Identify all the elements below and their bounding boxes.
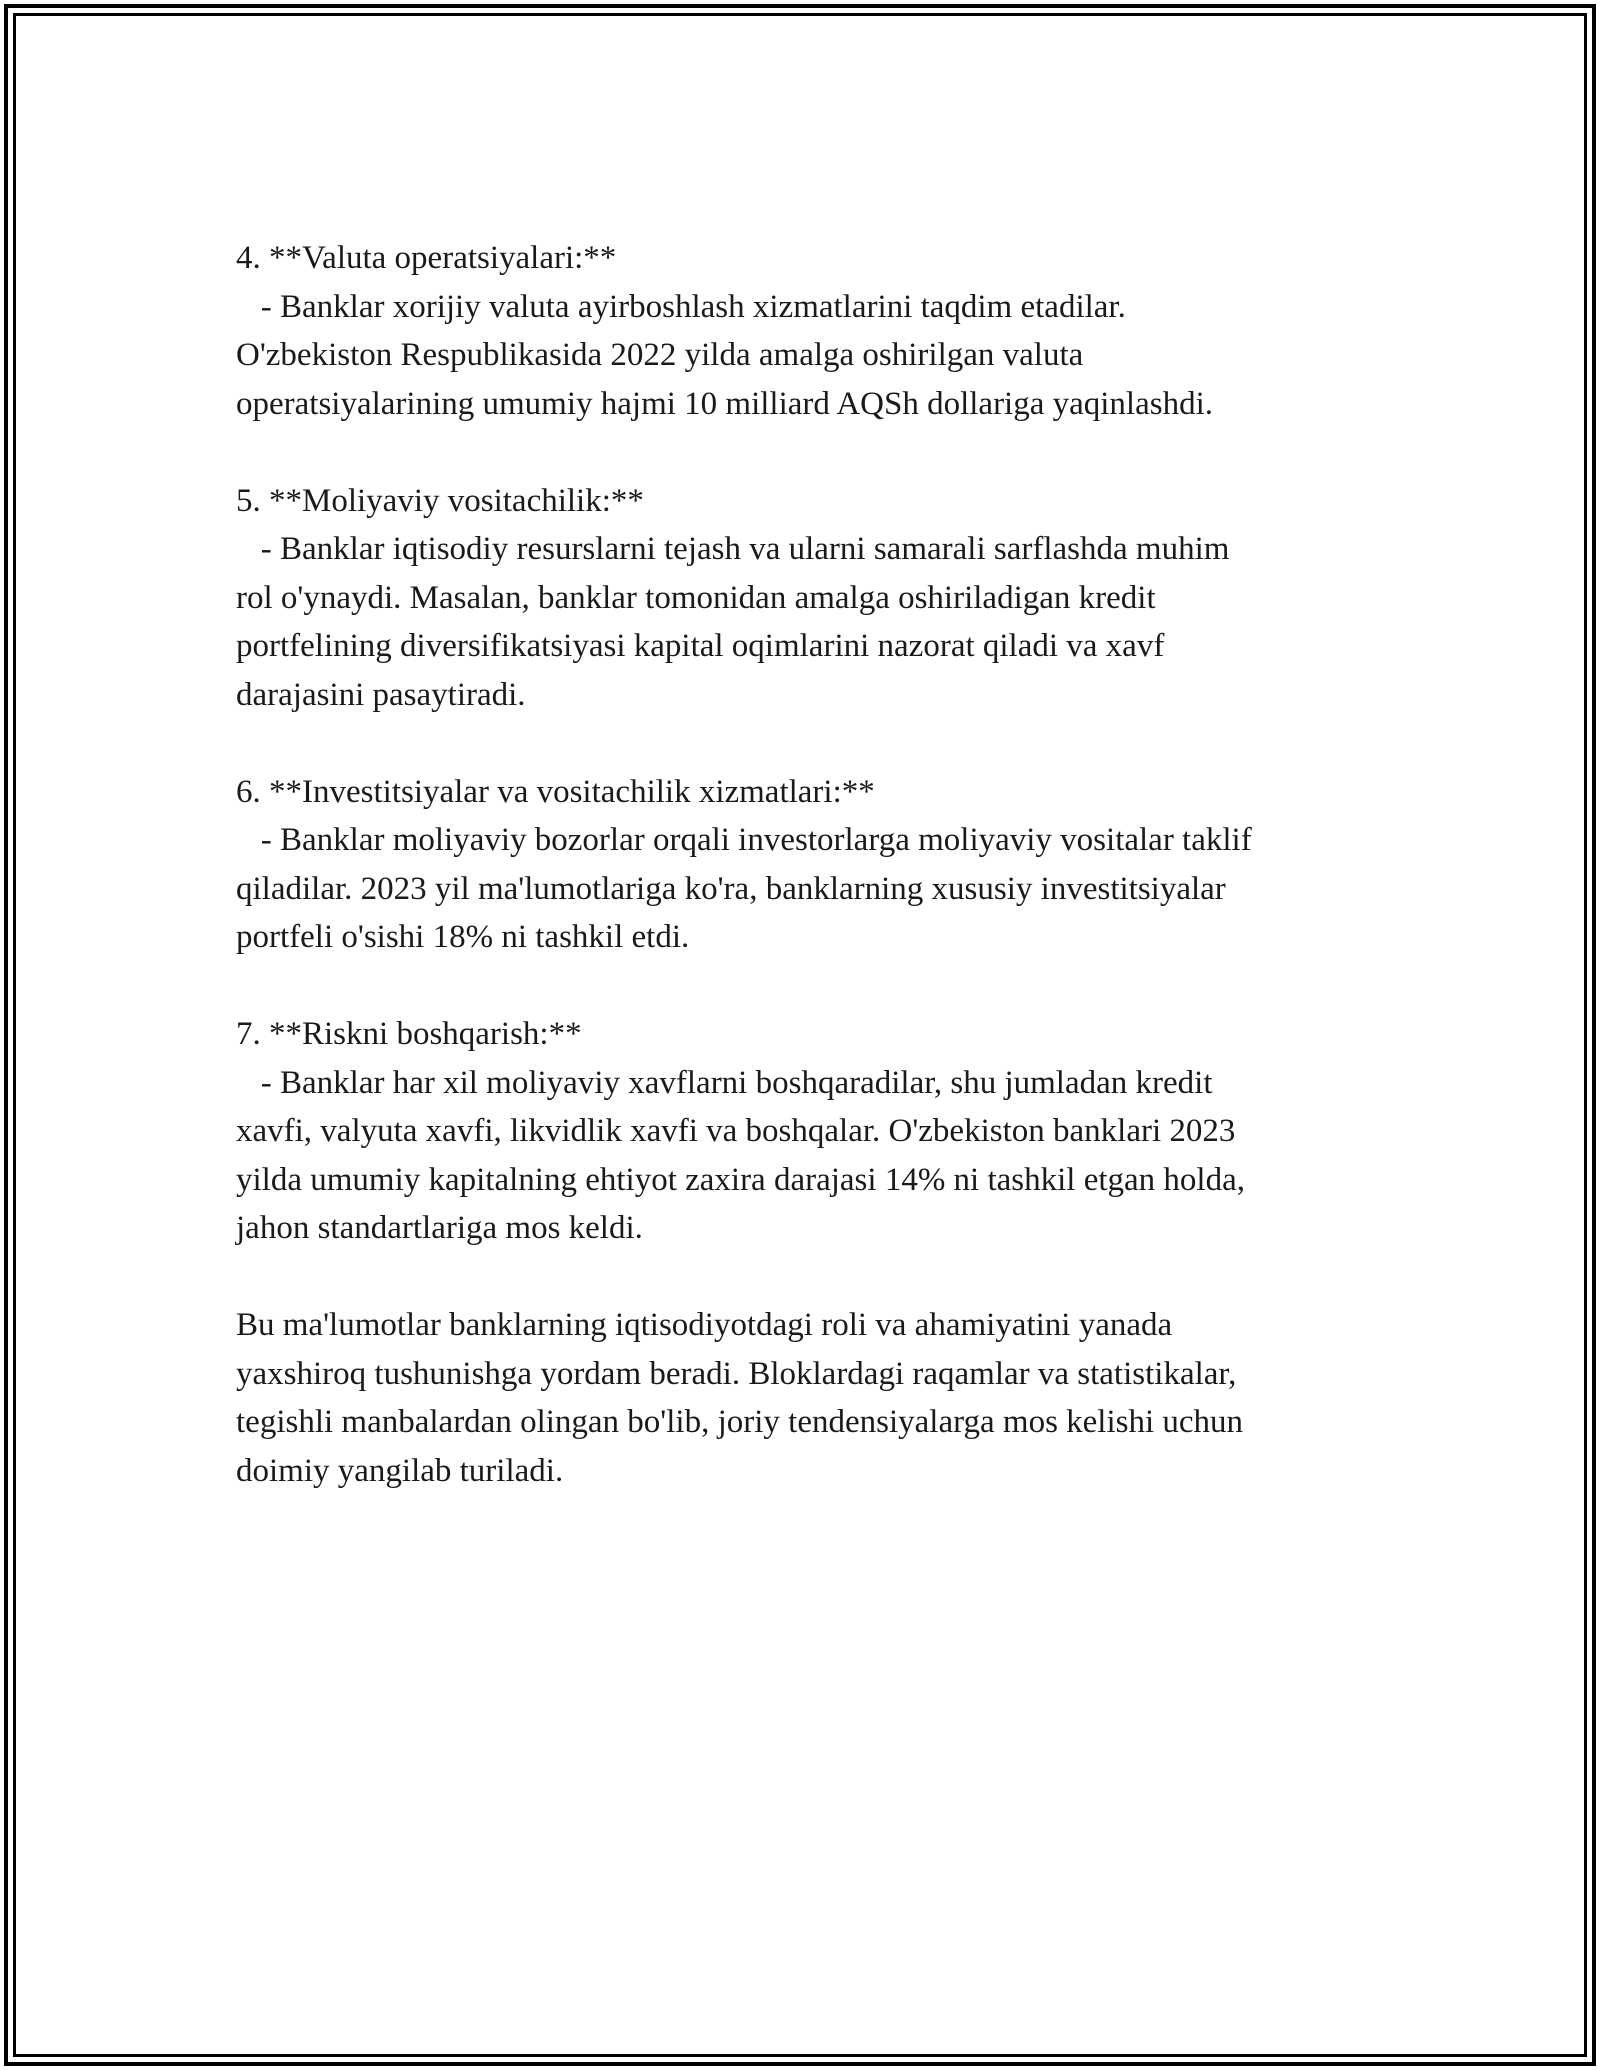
section-heading: 4. **Valuta operatsiyalari:** — [236, 240, 617, 276]
conclusion-paragraph — [236, 1301, 1386, 1495]
document-body — [236, 234, 1386, 1544]
section-heading: 7. **Riskni boshqarish:** — [236, 1016, 582, 1052]
paragraph-line: portfeli o'sishi 18% ni tashkil etdi. — [236, 919, 690, 955]
paragraph-line: yaxshiroq tushunishga yordam beradi. Bloklardagi raqamlar va statistikalar, — [236, 1355, 1237, 1392]
paragraph-line: Bu ma'lumotlar banklarning iqtisodiyotdagi roli va ahamiyatini yanada — [236, 1307, 1173, 1343]
paragraph-line: - Banklar xorijiy valuta ayirboshlash xizmatlarini taqdim etadilar. — [236, 288, 1126, 325]
paragraph-line: operatsiyalarining umumiy hajmi 10 milliard AQSh dollariga yaqinlashdi. — [236, 385, 1214, 422]
paragraph-line: - Banklar har xil moliyaviy xavflarni boshqaradilar, shu jumladan kredit — [236, 1064, 1213, 1101]
paragraph-line: - Banklar iqtisodiy resurslarni tejash va ularni samarali sarflashda muhim — [236, 531, 1230, 567]
section-valuta-operatsiyalari — [236, 234, 1386, 428]
paragraph-line: yilda umumiy kapitalning ehtiyot zaxira darajasi 14% ni tashkil etgan holda, — [236, 1161, 1245, 1198]
paragraph-line: rol o'ynaydi. Masalan, banklar tomonidan amalga oshiriladigan kredit — [236, 579, 1156, 616]
section-heading: 6. **Investitsiyalar va vositachilik xizmatlari:** — [236, 773, 875, 810]
section-investitsiyalar — [236, 768, 1386, 962]
paragraph-line: - Banklar moliyaviy bozorlar orqali investorlarga moliyaviy vositalar taklif — [236, 822, 1252, 858]
paragraph-line: xavfi, valyuta xavfi, likvidlik xavfi va boshqalar. O'zbekiston banklari 2023 — [236, 1113, 1236, 1149]
section-moliyaviy-vositachilik — [236, 477, 1386, 720]
section-heading: 5. **Moliyaviy vositachilik:** — [236, 482, 644, 519]
paragraph-line: portfelining diversifikatsiyasi kapital oqimlarini nazorat qiladi va xavf — [236, 628, 1165, 664]
paragraph-line: O'zbekiston Respublikasida 2022 yilda amalga oshirilgan valuta — [236, 337, 1084, 373]
paragraph-line: doimiy yangilab turiladi. — [236, 1452, 564, 1489]
section-riskni-boshqarish — [236, 1010, 1386, 1253]
paragraph-line: qiladilar. 2023 yil ma'lumotlariga ko'ra, banklarning xususiy investitsiyalar — [236, 870, 1226, 907]
paragraph-line: darajasini pasaytiradi. — [236, 676, 526, 713]
paragraph-line: jahon standartlariga mos keldi. — [236, 1210, 643, 1246]
paragraph-line: tegishli manbalardan olingan bo'lib, joriy tendensiyalarga mos kelishi uchun — [236, 1404, 1244, 1440]
